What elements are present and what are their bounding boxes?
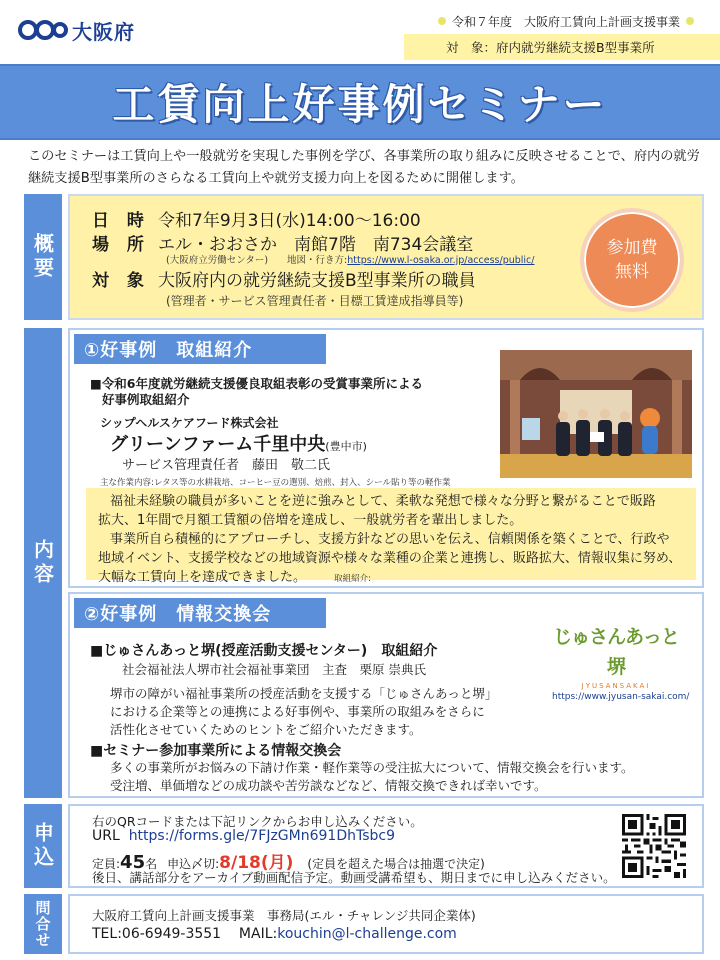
place-value: エル・おおさか 南館7階 南734会議室 [158, 235, 474, 255]
facility-city: (豊中市) [325, 440, 367, 453]
intro-text: このセミナーは工賃向上や一般就労を実現した事例を学び、各事業所の取り組みに反映させることで、府内の就労継続支援B型事業所のさらなる工賃向上や就労支援力向上を図るために開催します。 [28, 149, 700, 186]
url-label: URL [92, 828, 120, 844]
fee-line1: 参加費 [606, 238, 658, 258]
facility-name: グリーンファーム千里中央 [110, 434, 326, 455]
case2-bullet2: ■セミナー参加事業所による情報交換会 [90, 743, 342, 759]
case1-presenter: サービス管理責任者 藤田 敬二氏 [122, 458, 331, 473]
capacity-value: 45 [120, 852, 146, 873]
fee-line2: 無料 [615, 262, 649, 282]
map-link[interactable]: https://www.l-osaka.or.jp/access/public/ [347, 255, 535, 266]
deadline-label: 申込〆切: [167, 857, 220, 871]
apply-box [68, 804, 704, 888]
deadline-value: 8/18(月) [219, 853, 294, 873]
case1-description [86, 488, 696, 585]
apply-form-link[interactable]: https://forms.gle/7FJzGMn691DhTsbc9 [128, 828, 395, 844]
qr-code-icon [622, 814, 686, 878]
case1-company: シップヘルスケアフード株式会社 [100, 416, 279, 430]
target-note: (管理者・サービス管理責任者・目標工賃達成指導員等) [166, 294, 464, 308]
case1-bullet-line2: 好事例取組紹介 [102, 392, 190, 407]
contact-tel: TEL:06-6949-3551 [92, 926, 222, 942]
desc-line5: 大幅な工賃向上を達成できました。 [98, 570, 307, 585]
contact-office: 大阪府工賃向上計画支援事業 事務局(エル・チャレンジ共同企業体) [92, 908, 476, 923]
capacity-label: 定員: [92, 857, 121, 871]
date-row [92, 206, 421, 231]
page-title: 工賃向上好事例セミナー [112, 80, 608, 129]
dot-icon [438, 17, 446, 25]
desc-line1: 福祉未経験の職員が多いことを逆に強みとして、柔軟な発想で様々な分野と繋がることで販路 [110, 494, 656, 509]
contact-mail-link[interactable]: kouchin@l-challenge.com [277, 926, 457, 942]
case2-exch-line2: 受注増、単価増などの成功談や苦労談などなど、情報交換できれば幸いです。 [110, 778, 547, 793]
case2-heading: ②好事例 情報交換会 [74, 598, 326, 628]
contact-row [92, 926, 457, 942]
jyusan-logo-sub: JYUSANSAKAI [581, 682, 651, 690]
ref-label: 取組紹介: [334, 574, 372, 584]
capacity-unit: 名 [145, 857, 158, 871]
case2-desc-line3: 活性化させていくためのヒントをご紹介いただきます。 [110, 722, 422, 737]
case2-presenter: 社会福祉法人堺市社会福祉事業団 主査 栗原 崇典氏 [122, 662, 426, 677]
osaka-emblem-icon [18, 18, 68, 42]
apply-label: 申込 [24, 804, 62, 888]
qr-code[interactable] [622, 814, 686, 878]
target-row [92, 266, 476, 291]
target-key: 対 象 [92, 271, 150, 291]
title-band [0, 64, 720, 140]
desc-line4: 地域イベント、支援学校などの地域資源や様々な業種の企業と連携し、販路拡大、情報収集に努め、 [98, 551, 682, 566]
program-text: 令和７年度 大阪府工賃向上計画支援事業 [451, 14, 680, 29]
apply-line3: 後日、講話部分をアーカイブ動画配信予定。動画受講希望も、期日までに申し込みください。 [92, 870, 616, 885]
case2-desc-line2: における企業等との連携による好事例や、事業所の取組みをさらに [110, 704, 485, 719]
case1-bullet-line1: ■令和6年度就労継続支援優良取組表彰の受賞事業所による [90, 376, 424, 391]
mail-label: MAIL: [238, 926, 278, 942]
case2-bullet1: ■じゅさんあっと堺(授産活動支援センター) 取組紹介 [90, 643, 438, 659]
award-photo [500, 350, 692, 478]
program-name [416, 10, 716, 32]
logo-text: 大阪府 [72, 19, 135, 44]
overview-label: 概要 [24, 194, 62, 320]
fee-badge [580, 208, 684, 312]
osaka-logo [18, 12, 148, 48]
apply-url-row [92, 828, 395, 844]
content-label: 内容 [24, 328, 62, 798]
case1-heading: ①好事例 取組紹介 [74, 334, 326, 364]
date-value: 令和7年9月3日(水)14:00～16:00 [158, 211, 421, 231]
desc-line3: 事業所自ら積極的にアプローチし、支援方針などの思いを伝え、信頼関係を築くことで、行政や [110, 532, 670, 547]
contact-box [68, 894, 704, 954]
target-bar: 対 象：府内就労継続支援B型事業所 [404, 34, 720, 60]
desc-line2: 拡大、1年間で月額工賃額の倍増を達成し、一般就労者を輩出しました。 [98, 513, 523, 528]
case2-desc-line1: 堺市の障がい福祉事業所の授産活動を支援する「じゅさんあっと堺」 [110, 686, 498, 701]
case2-exch-line1: 多くの事業所がお悩みの下請け作業・軽作業等の受注拡大について、情報交換会を行います。 [110, 760, 634, 775]
apply-line1: 右のQRコードまたは下記リンクからお申し込みください。 [92, 814, 423, 829]
place-note [166, 252, 534, 266]
deadline-note: (定員を超えた場合は抽選で決定) [307, 857, 485, 871]
dot-icon [686, 17, 694, 25]
place-note-text: (大阪府立労働センター) 地図・行き方: [166, 255, 348, 266]
jyusan-logo-text: じゅさんあっと堺 [553, 626, 679, 678]
target-value: 大阪府内の就労継続支援B型事業所の職員 [158, 271, 476, 291]
award-ceremony-image [500, 350, 692, 478]
date-key: 日 時 [92, 211, 150, 231]
case1-work-note: 主な作業内容:レタス等の水耕栽培、コーヒー豆の選別、焙煎、封入、シール貼り等の軽作業 [100, 478, 451, 488]
jyusan-site-link[interactable]: https://www.jyusan-sakai.com/ [552, 692, 690, 702]
place-key: 場 所 [92, 235, 150, 255]
contact-label: 問合せ [24, 894, 62, 954]
case1-facility [110, 430, 367, 456]
jyusan-logo [546, 622, 686, 690]
